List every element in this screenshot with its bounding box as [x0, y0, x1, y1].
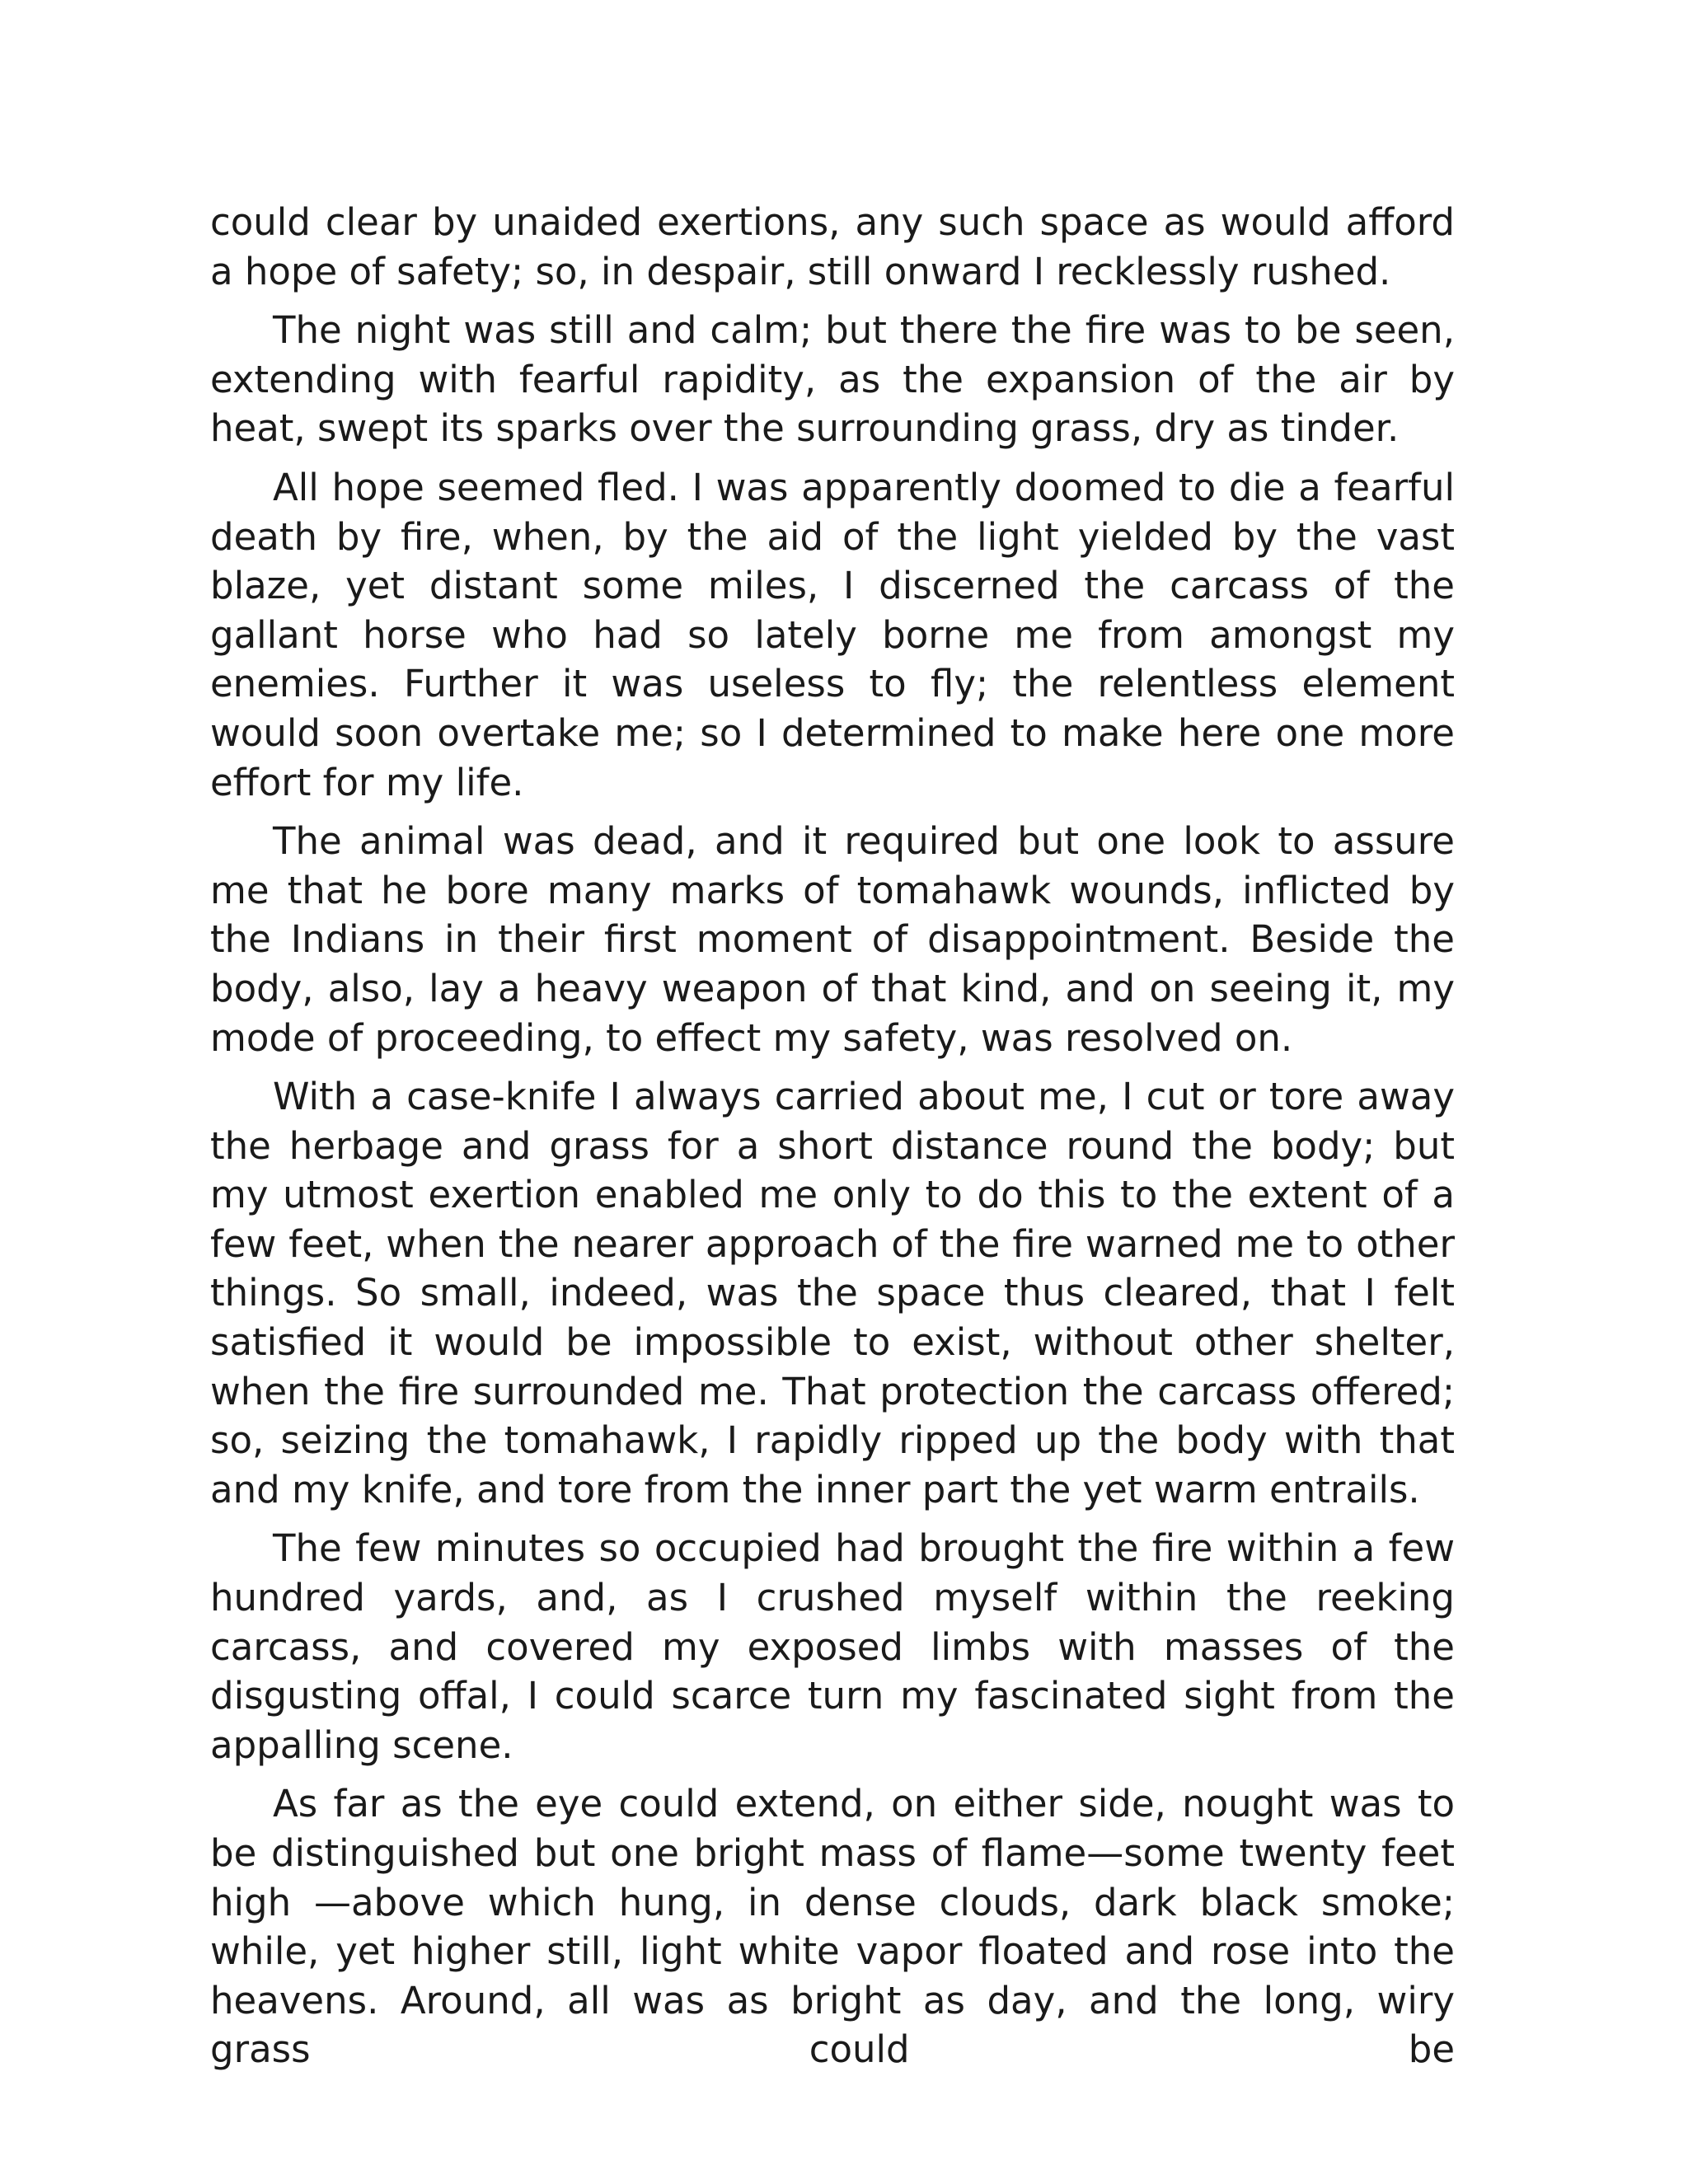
paragraph: As far as the eye could extend, on either side, nought was to be distinguished but one bright mass of flame—some twenty feet high —above which hung, in dense clouds, dark black smoke; while, yet higher still, light white vapor floated and rose into the heavens. Around, all was as bright as day, and the long, wiry grass could be — [210, 1782, 1455, 2072]
paragraph: All hope seemed fled. I was apparently doomed to die a fearful death by fire, when, by the aid of the light yielded by the vast blaze, yet distant some miles, I discerned the carcass of the gallant horse who had so lately borne me from amongst my enemies. Further it was useless to fly; the relentless element would soon overtake me; so I determined to make here one more effort for my life. — [210, 465, 1455, 804]
paragraph: The few minutes so occupied had brought the fire within a few hundred yards, and, as I crushed myself within the reeking carcass, and covered my exposed limbs with masses of the disgusting offal, I could scarce turn my fascinated sight from the appalling scene. — [210, 1526, 1455, 1767]
paragraph: The animal was dead, and it required but one look to assure me that he bore many marks of tomahawk wounds, inflicted by the Indians in their first moment of disappointment. Beside the body, also, lay a heavy weapon of that kind, and on seeing it, my mode of proceeding, to effect my safety, was resolved on. — [210, 819, 1455, 1060]
paragraph: could clear by unaided exertions, any such space as would afford a hope of safety; so, in despair, still onward I recklessly rushed. — [210, 200, 1455, 293]
page-body — [210, 198, 1455, 2084]
paragraph: The night was still and calm; but there the fire was to be seen, extending with fearful rapidity, as the expansion of the air by heat, swept its sparks over the surrounding grass, dry as tinder. — [210, 308, 1455, 451]
paragraph: With a case-knife I always carried about me, I cut or tore away the herbage and grass for a short distance round the body; but my utmost exertion enabled me only to do this to the extent of a few feet, when the nearer approach of the fire warned me to other things. So small, indeed, was the space thus cleared, that I felt satisfied it would be impossible to exist, without other shelter, when the fire surrounded me. That protection the carcass offered; so, seizing the tomahawk, I rapidly ripped up the body with that and my knife, and tore from the inner part the yet warm entrails. — [210, 1075, 1455, 1511]
